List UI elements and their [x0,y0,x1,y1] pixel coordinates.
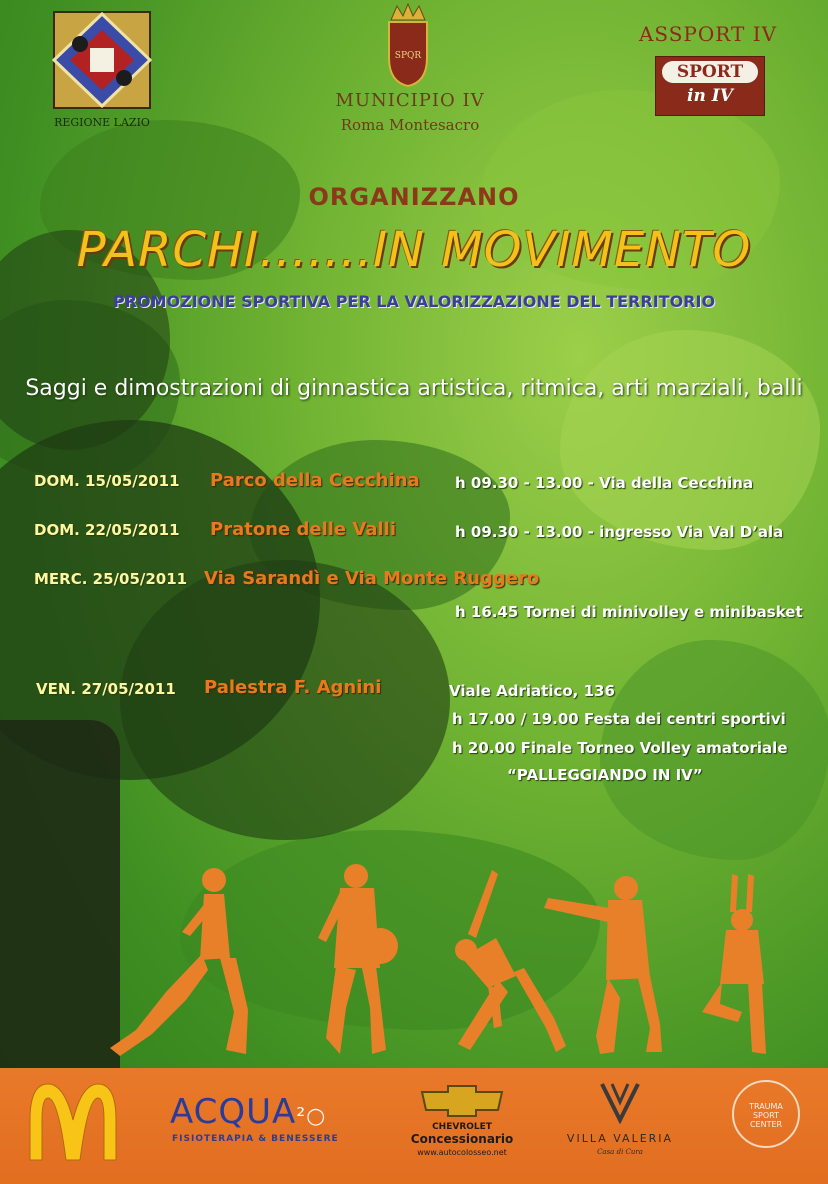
event-info: h 09.30 - 13.00 - ingresso Via Val D’ala [455,523,784,541]
event-place: Palestra F. Agnini [204,677,382,698]
svg-text:SPQR: SPQR [394,51,422,61]
sport-logo-bottom: in IV [687,86,733,106]
event-day: DOM. 15/05/2011 [34,472,180,490]
event-info: h 09.30 - 13.00 - Via della Cecchina [455,474,754,492]
acqua-name: ACQUA [170,1092,297,1132]
event-info: “PALLEGGIANDO IN IV” [507,766,703,784]
villa-name: VILLA VALERIA [566,1132,674,1145]
sport-logo-top: SPORT [662,61,758,83]
chevrolet-logo [418,1084,506,1118]
municipio-subtitle: Roma Montesacro [340,116,480,134]
camo-blob [560,330,820,550]
mcdonalds-logo [24,1080,122,1164]
event-info: h 20.00 Finale Torneo Volley amatoriale [452,739,788,757]
assport-title: ASSPORT IV [638,22,778,46]
organizzano-heading: ORGANIZZANO [308,183,520,211]
sponsor-bar [0,1068,828,1184]
event-day: MERC. 25/05/2011 [34,570,188,588]
region-label: REGIONE LAZIO [54,116,150,129]
poster-subtitle: PROMOZIONE SPORTIVA PER LA VALORIZZAZIONE DEL TERRITORIO [112,292,716,311]
trauma-name: TRAUMA SPORT CENTER [749,1102,783,1129]
municipio-title: MUNICIPIO IV [335,90,485,111]
poster-title: PARCHI.......IN MOVIMENTO [76,222,752,278]
athlete-yoga-icon [692,872,792,1062]
intro-text: Saggi e dimostrazioni di ginnastica artistica, ritmica, arti marziali, balli [25,376,803,401]
region-crest-icon [46,8,158,112]
event-day: VEN. 27/05/2011 [36,680,176,698]
chevrolet-label: Concessionario [410,1132,514,1146]
event-place: Via Sarandì e Via Monte Ruggero [204,568,540,589]
event-info: h 17.00 / 19.00 Festa dei centri sportivi [452,710,786,728]
villa-valeria-logo [598,1080,642,1124]
spqr-crest-icon [383,2,433,88]
acqua-logo [170,1092,326,1132]
sport-in-iv-logo [655,56,765,116]
athlete-basketball-icon [300,858,410,1058]
event-place: Pratone delle Valli [210,519,396,540]
event-day: DOM. 22/05/2011 [34,521,180,539]
event-place: Parco della Cecchina [210,470,420,491]
tree-canopy [120,560,450,840]
villa-tagline: Casa di Cura [597,1148,643,1156]
chevrolet-url: www.autocolosseo.net [417,1148,507,1157]
event-info: h 16.45 Tornei di minivolley e minibasket [455,603,803,621]
athlete-lunge-icon [96,862,256,1062]
acqua-mark-icon: ²○ [296,1104,327,1129]
athlete-martial-arts-icon [538,868,668,1058]
event-info: Viale Adriatico, 136 [449,682,615,700]
trauma-sport-center-logo [732,1080,800,1148]
chevrolet-brand: CHEVROLET [432,1122,492,1132]
acqua-tagline: FISIOTERAPIA & BENESSERE [172,1134,339,1144]
